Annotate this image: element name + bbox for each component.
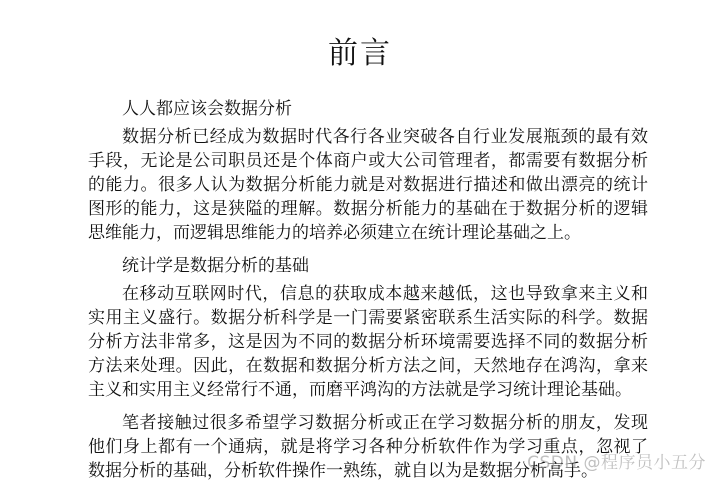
paragraph: 笔者接触过很多希望学习数据分析或正在学习数据分析的朋友，发现他们身上都有一个通病，就是将学习各种分析软件作为学习重点，忽视了数据分析的基础，分析软件操作一熟练，就自以为是数据分析高手。 (88, 413, 648, 481)
paragraph: 在移动互联网时代，信息的获取成本越来越低，这也导致拿来主义和实用主义盛行。数据分析科学是一门需要紧密联系生活实际的科学。数据分析方法非常多，这是因为不同的数据分析环境需要选择不同的数据分析方法来处理。因此，在数据和数据分析方法之间，天然地存在鸿沟，拿来主义和实用主义经常行不通，而磨平鸿沟的方法就是学习统计理论基础。 (88, 284, 648, 400)
section-heading: 统计学是数据分析的基础 (122, 256, 309, 276)
paragraph: 数据分析已经成为数据时代各行各业突破各自行业发展瓶颈的最有效手段，无论是公司职员还是个体商户或大公司管理者，都需要有数据分析的能力。很多人认为数据分析能力就是对数据进行描述和做出漂亮的统计图形的能力，这是狭隘的理解。数据分析能力的基础在于数据分析的逻辑思维能力，而逻辑思维能力的培养必须建立在统计理论基础之上。 (88, 127, 648, 243)
csdn-watermark: CSDN @程序员小五分 (527, 453, 706, 473)
section-heading: 人人都应该会数据分析 (122, 99, 292, 119)
page-title: 前言 (328, 36, 392, 71)
section-1 (88, 97, 648, 245)
section-2 (88, 254, 648, 483)
document-body (88, 97, 648, 490)
